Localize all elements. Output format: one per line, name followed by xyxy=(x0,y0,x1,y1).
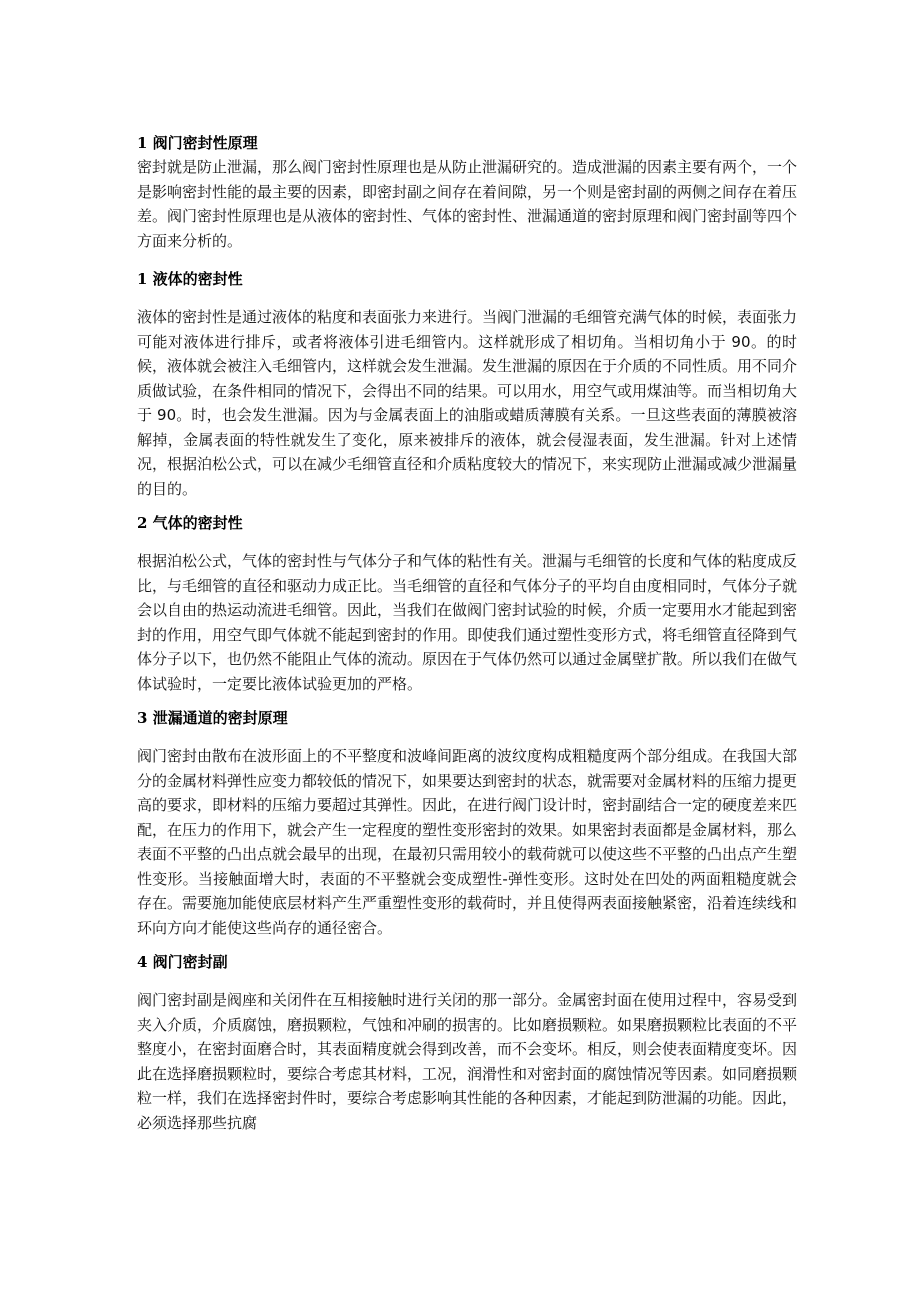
section-body: 根据泊松公式，气体的密封性与气体分子和气体的粘性有关。泄漏与毛细管的长度和气体的粘度成反比，与毛细管的直径和驱动力成正比。当毛细管的直径和气体分子的平均自由度相同时，气体分子就会以自由的热运动流进毛细管。因此，当我们在做阀门密封试验的时候，介质一定要用水才能起到密封的作用，用空气即气体就不能起到密封的作用。即使我们通过塑性变形方式，将毛细管直径降到气体分子以下，也仍然不能阻止气体的流动。原因在于气体仍然可以通过金属壁扩散。所以我们在做气体试验时，一定要比液体试验更加的严格。 xyxy=(137,552,798,693)
section-heading: 3 泄漏通道的密封原理 xyxy=(137,709,288,727)
section-body: 密封就是防止泄漏，那么阀门密封性原理也是从防止泄漏研究的。造成泄漏的因素主要有两个，一个是影响密封性能的最主要的因素，即密封副之间存在着间隙，另一个则是密封副的两侧之间存在着压差。阀门密封性原理也是从液体的密封性、气体的密封性、泄漏通道的密封原理和阀门密封副等四个方面来分析的。 xyxy=(137,158,798,250)
section-heading: 1 阀门密封性原理 xyxy=(137,134,258,152)
document-page xyxy=(137,131,797,1135)
section-body: 阀门密封由散布在波形面上的不平整度和波峰间距离的波纹度构成粗糙度两个部分组成。在我国大部分的金属材料弹性应变力都较低的情况下，如果要达到密封的状态，就需要对金属材料的压缩力提更高的要求，即材料的压缩力要超过其弹性。因此，在进行阀门设计时，密封副结合一定的硬度差来匹配，在压力的作用下，就会产生一定程度的塑性变形密封的效果。如果密封表面都是金属材料，那么表面不平整的凸出点就会最早的出现，在最初只需用较小的载荷就可以使这些不平整的凸出点产生塑性变形。当接触面增大时，表面的不平整就会变成塑性-弹性变形。这时处在凹处的两面粗糙度就会存在。需要施加能使底层材料产生严重塑性变形的载荷时，并且使得两表面接触紧密，沿着连续线和环向方向才能使这些尚存的通径密合。 xyxy=(137,747,798,937)
section-heading: 2 气体的密封性 xyxy=(137,514,243,532)
section-liquid-sealing xyxy=(137,267,797,501)
section-body: 阀门密封副是阀座和关闭件在互相接触时进行关闭的那一部分。金属密封面在使用过程中，容易受到夹入介质，介质腐蚀，磨损颗粒，气蚀和冲刷的损害的。比如磨损颗粒。如果磨损颗粒比表面的不平整度小，在密封面磨合时，其表面精度就会得到改善，而不会变坏。相反，则会使表面精度变坏。因此在选择磨损颗粒时，要综合考虑其材料，工况，润滑性和对密封面的腐蚀情况等因素。如同磨损颗粒一样，我们在选择密封件时，要综合考虑影响其性能的各种因素，才能起到防泄漏的功能。因此，必须选择那些抗腐 xyxy=(137,991,798,1132)
section-valve-seal-pair xyxy=(137,950,797,1135)
section-gas-sealing xyxy=(137,511,797,696)
section-sealing-principle xyxy=(137,131,797,253)
section-heading: 4 阀门密封副 xyxy=(137,953,228,971)
section-leak-channel-sealing xyxy=(137,706,797,940)
section-body: 液体的密封性是通过液体的粘度和表面张力来进行。当阀门泄漏的毛细管充满气体的时候，表面张力可能对液体进行排斥，或者将液体引进毛细管内。这样就形成了相切角。当相切角小于 90。的时候，液体就会被注入毛细管内，这样就会发生泄漏。发生泄漏的原因在于介质的不同性质。用不同介质做试验，在条件相同的情况下，会得出不同的结果。可以用水，用空气或用煤油等。而当相切角大于 90。时，也会发生泄漏。因为与金属表面上的油脂或蜡质薄膜有关系。一旦这些表面的薄膜被溶解掉，金属表面的特性就发生了变化，原来被排斥的液体，就会侵湿表面，发生泄漏。针对上述情况，根据泊松公式，可以在减少毛细管直径和介质粘度较大的情况下，来实现防止泄漏或减少泄漏量的目的。 xyxy=(137,308,798,498)
section-heading: 1 液体的密封性 xyxy=(137,270,243,288)
